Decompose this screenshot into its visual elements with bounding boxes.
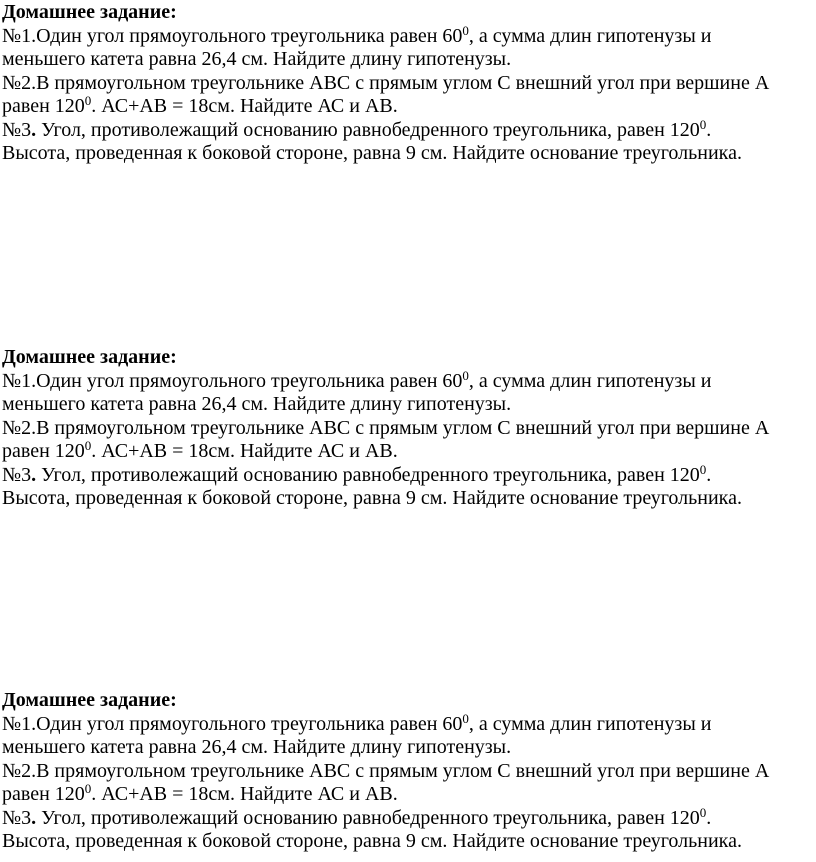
assignment-text-line [2, 367, 816, 394]
text-segment: , а сумма длин гипотенузы и [468, 712, 712, 735]
assignment-text-line [2, 760, 816, 784]
text-segment: №3 [2, 806, 32, 829]
text-segment: №2.В прямоугольном треугольнике АВС с прямым углом С внешний угол при вершине А [2, 71, 770, 94]
assignment-text-line [2, 830, 816, 854]
assignment-text-line [2, 393, 816, 417]
superscript-text: 0 [462, 710, 469, 726]
text-segment: №2.В прямоугольном треугольнике АВС с прямым углом С внешний угол при вершине А [2, 416, 770, 439]
text-segment: . АС+АВ = 18см. Найдите АС и АВ. [91, 440, 398, 462]
text-segment: №3 [2, 118, 32, 141]
text-segment: . [706, 463, 712, 486]
text-segment: . [706, 806, 712, 829]
text-segment: Угол, противолежащий основанию равнобедренного треугольника, равен 120 [36, 463, 700, 486]
homework-assignment-block [2, 689, 816, 854]
text-segment: №1.Один угол прямоугольного треугольника равен 60 [2, 712, 463, 735]
assignment-text-line [2, 72, 816, 96]
text-segment: , а сумма длин гипотенузы и [468, 369, 712, 392]
superscript-text: 0 [462, 367, 469, 383]
assignment-text-line [2, 804, 816, 831]
assignment-title: Домашнее задание: [2, 346, 177, 368]
assignment-title: Домашнее задание: [2, 689, 177, 711]
superscript-text: 0 [462, 22, 469, 38]
text-segment: Высота, проведенная к боковой стороне, равна 9 см. Найдите основание треугольника. [2, 142, 742, 164]
assignment-text-line [2, 710, 816, 737]
text-segment: №1.Один угол прямоугольного треугольника равен 60 [2, 24, 463, 47]
assignment-title: Домашнее задание: [2, 1, 177, 23]
assignment-text-line [2, 783, 816, 807]
text-segment: равен 120 [2, 440, 85, 462]
text-segment: меньшего катета равна 26,4 см. Найдите длину гипотенузы. [2, 48, 512, 70]
assignment-text-line [2, 736, 816, 760]
superscript-text: 0 [84, 781, 92, 796]
text-segment: №3 [2, 463, 32, 486]
assignment-text-line [2, 142, 816, 166]
assignment-text-line [2, 95, 816, 119]
text-segment: . [706, 118, 712, 141]
assignment-text-line [2, 440, 816, 464]
superscript-text: 0 [84, 93, 92, 108]
text-segment: меньшего катета равна 26,4 см. Найдите длину гипотенузы. [2, 736, 512, 758]
text-segment: Угол, противолежащий основанию равнобедренного треугольника, равен 120 [36, 118, 700, 141]
assignment-text-line [2, 116, 816, 143]
text-segment: №2.В прямоугольном треугольнике АВС с прямым углом С внешний угол при вершине А [2, 759, 770, 782]
text-segment: меньшего катета равна 26,4 см. Найдите длину гипотенузы. [2, 393, 512, 415]
superscript-text: 0 [84, 438, 92, 453]
text-segment: равен 120 [2, 783, 85, 805]
text-segment: №1.Один угол прямоугольного треугольника равен 60 [2, 369, 463, 392]
bold-text: . [31, 118, 37, 141]
text-segment: равен 120 [2, 95, 85, 117]
assignment-text-line [2, 417, 816, 441]
bold-text: . [31, 806, 37, 829]
homework-assignment-block [2, 1, 816, 166]
text-segment: . АС+АВ = 18см. Найдите АС и АВ. [91, 95, 398, 117]
assignment-text-line [2, 461, 816, 488]
text-segment: Высота, проведенная к боковой стороне, равна 9 см. Найдите основание треугольника. [2, 487, 742, 509]
homework-assignment-block [2, 346, 816, 511]
bold-text: . [31, 463, 37, 486]
superscript-text: 0 [699, 116, 707, 132]
text-segment: . АС+АВ = 18см. Найдите АС и АВ. [91, 783, 398, 805]
assignment-text-line [2, 487, 816, 511]
assignment-text-line [2, 22, 816, 49]
superscript-text: 0 [699, 461, 707, 477]
assignment-text-line [2, 48, 816, 72]
text-segment: Высота, проведенная к боковой стороне, равна 9 см. Найдите основание треугольника. [2, 830, 742, 852]
text-segment: Угол, противолежащий основанию равнобедренного треугольника, равен 120 [36, 806, 700, 829]
superscript-text: 0 [699, 804, 707, 820]
text-segment: , а сумма длин гипотенузы и [468, 24, 712, 47]
